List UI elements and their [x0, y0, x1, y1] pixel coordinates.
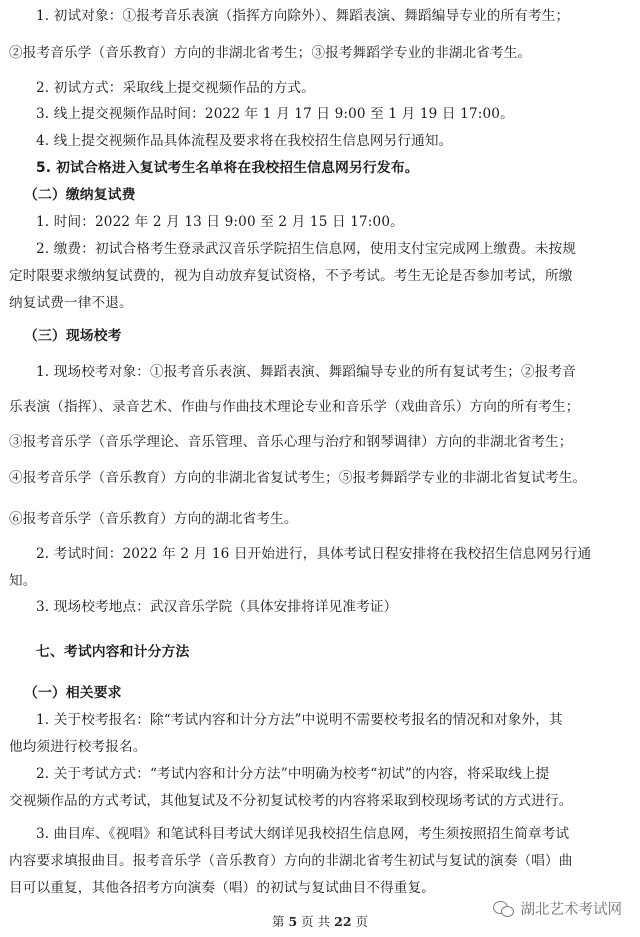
- watermark-text: 湖北艺术考试网: [520, 902, 622, 918]
- line-1: ②报考音乐学（音乐教育）方向的非湖北省考生；③报考舞蹈学专业的非湖北省考生。: [9, 45, 532, 61]
- watermark: [493, 898, 623, 919]
- line-14: ③报考音乐学（音乐学理论、音乐管理、音乐心理与治疗和钢琴调律）方向的非湖北省考生；: [9, 434, 573, 450]
- line-27: 内容要求填报曲目。报考音乐学（音乐教育）方向的非湖北省考生初试与复试的演奏（唱）曲: [9, 853, 573, 869]
- line-24: 2. 关于考试方式：“考试内容和计分方法”中明确为校考“初试”的内容，将采取线上提: [36, 766, 550, 782]
- footer-page-number: 5: [288, 914, 298, 929]
- line-23: 他均须进行校考报名。: [9, 739, 147, 755]
- line-15: ④报考音乐学（音乐教育）方向的非湖北省复试考生；⑤报考舞蹈学专业的非湖北省复试考生。: [9, 470, 587, 486]
- section-heading-2: （二）缴纳复试费: [24, 187, 136, 203]
- line-3: 3. 线上提交视频作品时间：2022 年 1 月 17 日 9:00 至 1 月 19 日 17:00。: [36, 106, 514, 122]
- line-26: 3. 曲目库、《视唱》和笔试科目考试大纲详见我校招生信息网，考生须按照招生简章考试: [36, 826, 570, 842]
- line-12: 1. 现场校考对象：①报考音乐表演、舞蹈表演、舞蹈编导专业的所有复试考生；②报考音: [36, 364, 577, 380]
- line-22: 1. 关于校考报名：除“考试内容和计分方法”中说明不需要校考报名的情况和对象外，其: [36, 712, 563, 728]
- line-10: 纳复试费一律不退。: [9, 295, 133, 311]
- footer-suffix: 页: [355, 914, 369, 929]
- section-heading-1: （一）相关要求: [24, 685, 122, 701]
- wechat-icon: [493, 900, 515, 918]
- footer-middle: 页 共: [301, 914, 331, 929]
- footer-prefix: 第: [271, 914, 285, 929]
- footer-total-pages: 22: [334, 914, 352, 929]
- chapter-heading-7: 七、考试内容和计分方法: [36, 644, 190, 660]
- line-7: 1. 时间：2022 年 2 月 13 日 9:00 至 2 月 15 日 17:00。: [36, 214, 404, 230]
- line-2: 2. 初试方式：采取线上提交视频作品的方式。: [36, 80, 315, 96]
- line-4: 4. 线上提交视频作品具体流程及要求将在我校招生信息网另行通知。: [36, 133, 453, 149]
- line-19: 3. 现场校考地点：武汉音乐学院（具体安排将详见准考证）: [36, 599, 398, 615]
- line-9: 定时限要求缴纳复试费的，视为自动放弃复试资格，不予考试。考生无论是否参加考试，所缴: [9, 268, 573, 284]
- line-8: 2. 缴费：初试合格考生登录武汉音乐学院招生信息网，使用支付宝完成网上缴费。未按规: [36, 241, 577, 257]
- line-16: ⑥报考音乐学（音乐教育）方向的湖北省考生。: [9, 511, 298, 527]
- line-0: 1. 初试对象：①报考音乐表演（指挥方向除外）、舞蹈表演、舞蹈编导专业的所有考生；: [36, 8, 570, 24]
- line-18: 知。: [9, 573, 37, 589]
- line-28: 目可以重复，其他各招考方向演奏（唱）的初试与复试曲目不得重复。: [9, 880, 436, 896]
- section-heading-3: （三）现场校考: [24, 328, 122, 344]
- line-5: 5. 初试合格进入复试考生名单将在我校招生信息网另行发布。: [36, 160, 419, 176]
- line-13: 乐表演（指挥）、录音艺术、作曲与作曲技术理论专业和音乐学（戏曲音乐）方向的所有考生；: [9, 399, 580, 415]
- line-17: 2. 考试时间：2022 年 2 月 16 日开始进行，具体考试日程安排将在我校招生信息网另行通: [36, 546, 592, 562]
- line-25: 交视频作品的方式考试，其他复试及不分初复试校考的内容将采取到校现场考试的方式进行。: [9, 793, 573, 809]
